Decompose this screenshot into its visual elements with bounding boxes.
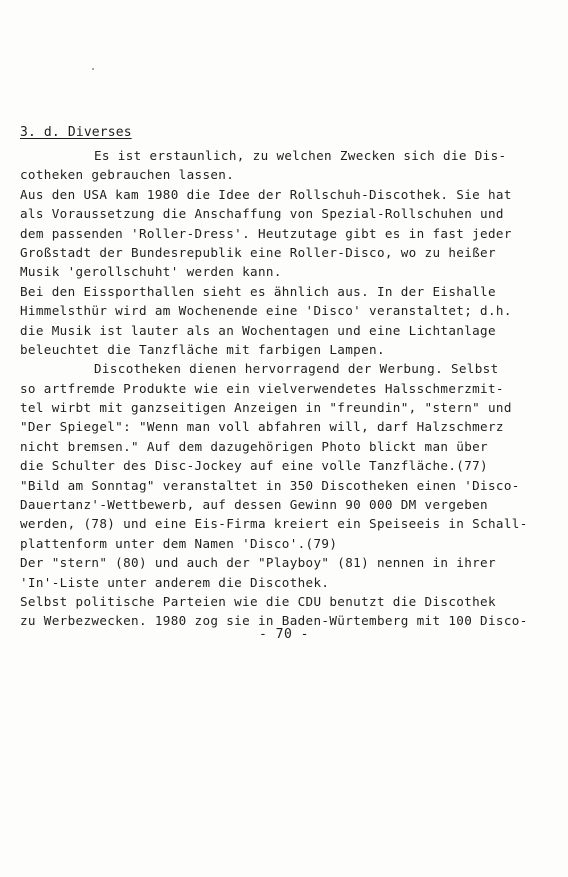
text-line: werden, (78) und eine Eis-Firma kreiert ein Speiseeis in Schall- (20, 516, 528, 532)
text-line: die Schulter des Disc-Jockey auf eine volle Tanzfläche.(77) (20, 458, 488, 474)
text-line: beleuchtet die Tanzfläche mit farbigen Lampen. (20, 341, 385, 357)
text-line: zu Werbezwecken. 1980 zog sie in Baden-Würtemberg mit 100 Disco- (20, 613, 528, 629)
text-line: Discotheken dienen hervorragend der Werbung. Selbst (94, 361, 499, 377)
text-line: cotheken gebrauchen lassen. (20, 167, 235, 183)
text-line: tel wirbt mit ganzseitigen Anzeigen in "freundin", "stern" und (20, 400, 512, 416)
text-line: 'In'-Liste unter anderem die Discothek. (20, 574, 330, 590)
page-number: - 70 - (259, 627, 309, 642)
text-line: als Voraussetzung die Anschaffung von Spezial-Rollschuhen und (20, 206, 504, 222)
text-line: die Musik ist lauter als an Wochentagen und eine Lichtanlage (20, 322, 496, 338)
body-text (20, 146, 560, 631)
text-line: "Der Spiegel": "Wenn man voll abfahren will, darf Halzschmerz (20, 419, 504, 435)
text-line: plattenform unter dem Namen 'Disco'.(79) (20, 535, 338, 551)
section-heading: 3. d. Diverses (20, 125, 132, 140)
text-line: nicht bremsen." Auf dem dazugehörigen Photo blickt man über (20, 438, 488, 454)
text-line: Aus den USA kam 1980 die Idee der Rollschuh-Discothek. Sie hat (20, 186, 512, 202)
text-line: Bei den Eissporthallen sieht es ähnlich aus. In der Eishalle (20, 283, 496, 299)
text-line: Es ist erstaunlich, zu welchen Zwecken sich die Dis- (94, 148, 507, 163)
scan-speck (92, 68, 94, 70)
text-line: Musik 'gerollschuht' werden kann. (20, 264, 282, 280)
text-line: "Bild am Sonntag" veranstaltet in 350 Discotheken einen 'Disco- (20, 477, 520, 493)
text-line: dem passenden 'Roller-Dress'. Heutzutage gibt es in fast jeder (20, 225, 512, 241)
text-line: Großstadt der Bundesrepublik eine Roller-Disco, wo zu heißer (20, 244, 496, 260)
text-line: Dauertanz'-Wettbewerb, auf dessen Gewinn 90 000 DM vergeben (20, 497, 488, 513)
text-line: so artfremde Produkte wie ein vielverwendetes Halsschmerzmit- (20, 380, 504, 396)
text-line: Himmelsthür wird am Wochenende eine 'Disco' veranstaltet; d.h. (20, 303, 512, 319)
text-line: Selbst politische Parteien wie die CDU benutzt die Discothek (20, 593, 496, 609)
text-line: Der "stern" (80) und auch der "Playboy" (81) nennen in ihrer (20, 555, 496, 571)
